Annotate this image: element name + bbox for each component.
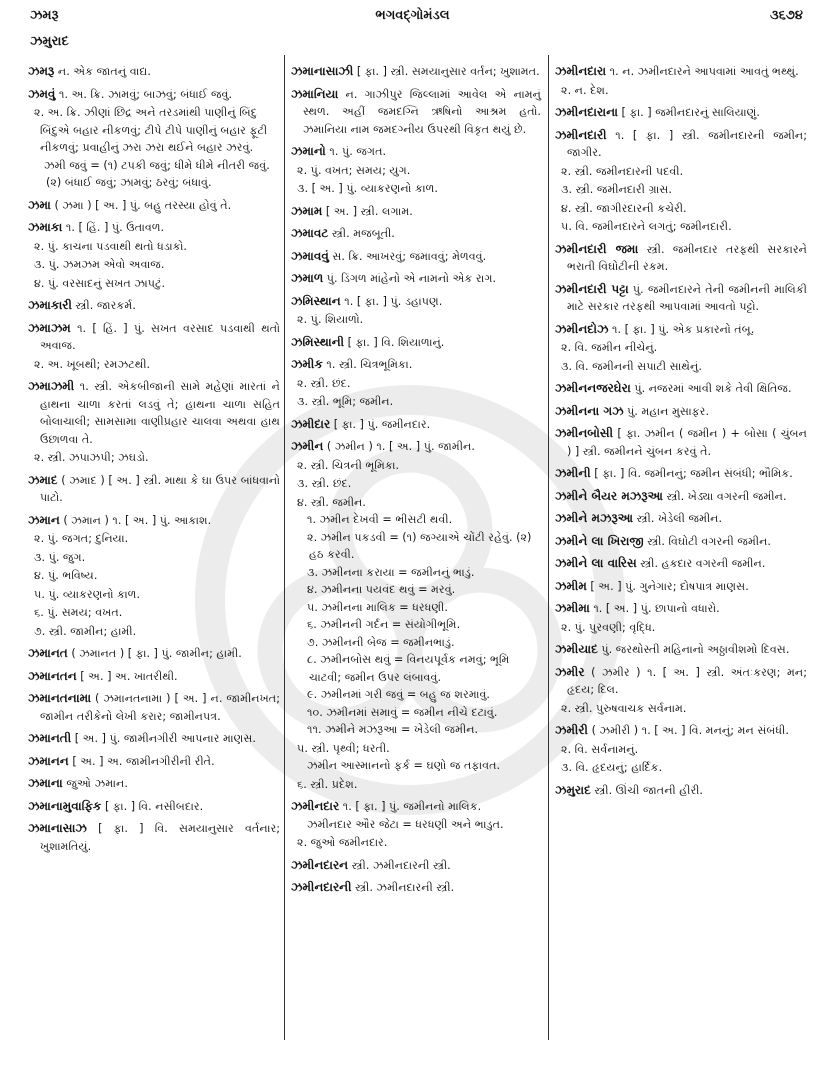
definition: [ ફા. ઝમીન ( જમીન ) + બોસા ( ચુંબન ) ] સ્ત્રી. જમીનને ચુંબન કરવું તે.: [567, 427, 807, 458]
dictionary-entry: [28, 219, 280, 237]
dictionary-entry: [28, 512, 280, 530]
definition: ૧. પું. જગત.: [329, 145, 387, 158]
sense-line: ૨. સ્ત્રી. પુરુષવાચક સર્વનામ.: [561, 701, 687, 715]
definition: ( ઝમાદ ) [ અ. ] સ્ત્રી. માથા કે ઘા ઉપર બાંધવાનો પાટો.: [40, 473, 281, 504]
sense-line: ૨. અ. ક્રિ. ઝીણાં છિદ્ર અને તરડમાંથી પાણીનું બિંદુ બિંદુએ બહાર નીકળવું; ટીપે ટીપે પાણીનું બહાર ફૂટી નીકળવું; પ્રવાહીનું ઝરા ઝરા થઈને બહાર ઝરવું.: [34, 106, 268, 154]
headword: ઝમીનદારની: [291, 880, 352, 894]
sense-line: ૩. [ અ. ] પું. વ્યાકરણનો કાળ.: [297, 182, 438, 195]
definition: પું. નજરમાં આવી શકે તેવી ક્ષિતિજ.: [634, 382, 792, 395]
definition: સ્ત્રી. ખેડેલી જમીન.: [636, 512, 723, 525]
definition: [ ફા. ] જમીનદારનું સાલિયાણું.: [621, 106, 760, 119]
idiom-line: ઝમી જવું = (૧) ટપકી જવું; ધીમે ધીમે નીતરી જવું. (૨) બંધાઈ જવું; ઝામવું; ઠરવું; બંધાવું.: [44, 158, 270, 189]
headword: ઝમીદાર: [291, 416, 331, 431]
headword: ઝમીની: [555, 466, 591, 480]
definition: ૧. સ્ત્રી. એકબીજાની સામે મહેણાં મારતાં ને હાથના ચાળા કરતાં લડવું તે; હાથના ચાળા સહિત બોલાચાલી; સામસામા વાણીપ્રહાર ચાલવા અથવા હાથ ઉછાળવા તે.: [40, 380, 280, 446]
dictionary-entry: [555, 722, 807, 740]
headword: ઝમુરાદ: [555, 782, 591, 797]
definition: ૧. [ ફા. ] પું. જમીનનો માલિક.: [342, 800, 482, 813]
headword: ઝમાનો: [291, 144, 326, 158]
definition: [ ફા. ] સ્ત્રી. સમયાનુસાર વર્તન; ખુશામત.: [356, 65, 540, 78]
headword: ઝમીને બૈયર મઝરૂઆ: [555, 488, 663, 503]
definition: સ્ત્રી. મજબૂતી.: [331, 227, 395, 240]
dictionary-entry: [555, 104, 807, 122]
dictionary-entry: [28, 730, 280, 748]
definition: સ્ત્રી. ઊંચી જાતની હીરી.: [594, 783, 703, 797]
sense-line: ૩. પું. ઝમઝમ એવો અવાજ.: [34, 258, 165, 271]
headword: ઝમાળ: [291, 271, 324, 285]
dictionary-entry: [555, 281, 807, 316]
definition: ૧. [ હિં. ] પું. સખત વરસાદ પડવાથી થતો અવાજ.: [40, 321, 281, 352]
sense-line: ૩. વિ. હૃદયનું; હાર્દિક.: [561, 761, 663, 774]
sense-line: ૩. પું. જુગ.: [34, 550, 86, 564]
dictionary-entry: [291, 63, 541, 81]
dictionary-entry: [555, 488, 807, 506]
sense-line: ૪. સ્ત્રી. જાગીરદારની કચેરી.: [561, 201, 687, 215]
definition: ૧. [ ફા. ] પું. એક પ્રકારનો તંબૂ.: [612, 322, 755, 336]
headword: ઝમીનનજરઘેરા: [555, 381, 631, 395]
definition: ન. એક જાતનું વાદ્ય.: [57, 65, 151, 78]
headword: ઝમાના: [28, 776, 63, 790]
headword: ઝમીર: [555, 664, 585, 679]
page-title: ભગવદ્ગોમંડલ: [375, 8, 450, 23]
idiom-line: ૧. ઝમીન દેખવી = ભીસટી થવી.: [307, 513, 453, 526]
definition: ૧. [ ફા. ] સ્ત્રી. જમીનદારની જમીન; જાગીર.: [567, 128, 807, 159]
headword: ઝમા: [28, 197, 51, 212]
column-divider: [548, 55, 549, 1040]
definition: [ ફા. ] વિ. સમયાનુસાર વર્તનાર; ખુશામતિયું.: [40, 822, 280, 853]
column-divider: [284, 55, 285, 1040]
sense-line: ૨. પું. પુરવણી; વૃદ્ધિ.: [561, 620, 656, 634]
headword: ઝમીનના ગઝ: [555, 403, 624, 418]
headword: ઝમીનદારી જમા: [555, 241, 639, 256]
definition: [ ફા. ] વિ. નસીબદાર.: [104, 799, 204, 813]
idiom-line: ૭. ઝમીનની બેજ = જમીનભાડું.: [307, 635, 455, 649]
definition: ૧. ન. ઝમીનદારને આપવામાં આવતું ભથ્થું.: [609, 65, 799, 78]
dictionary-entry: [28, 690, 280, 725]
column-1: [28, 58, 280, 855]
definition: [ અ. ] સ્ત્રી. લગામ.: [325, 204, 413, 218]
headword: ઝમીમા: [555, 601, 590, 615]
dictionary-entry: [291, 225, 541, 243]
headword: ઝમીન: [291, 439, 324, 453]
idiom-line: ૧૦. ઝમીનમાં સમાવું = જમીન નીચે દટાવું.: [307, 705, 498, 719]
headword: ઝમાનત: [28, 646, 68, 660]
dictionary-entry: [555, 241, 807, 276]
headword: ઝમીનદાર: [291, 799, 340, 813]
headword: ઝમીયાદ: [555, 642, 598, 656]
sense-line: ૨. પું. જગત; દુનિયા.: [34, 532, 129, 545]
definition: ૧. સ્ત્રી. ચિત્રભૂમિકા.: [326, 358, 413, 371]
headword: ઝમાનિયા: [291, 86, 339, 101]
sense-line: ૨. પું. શિયાળો.: [297, 313, 364, 326]
dictionary-entry: [555, 127, 807, 162]
idiom-line: ૫. ઝમીનના માલિક = ધરધણી.: [307, 600, 448, 614]
headword: ઝમીક: [291, 357, 323, 371]
definition: [ ફા. ] પું. જમીનદાર.: [333, 417, 431, 431]
definition: ( ઝમા ) [ અ. ] પું. બહુ તરસ્યા હોવું તે.: [54, 198, 232, 212]
headword: ઝમીમ: [555, 578, 587, 593]
headword: ઝમીનદોઝ: [555, 321, 609, 336]
sense-line: ૪. પું. વરસાદનું સખત ઝાપટું.: [34, 276, 166, 290]
dictionary-entry: [28, 820, 280, 855]
sense-line: ૨. ન. દેશ.: [561, 83, 609, 97]
definition: ( ઝમાનતનામા ) [ અ. ] ન. જામીનખત; જામીન તરીકેનો લેખી કરાર; જામીનપત્ર.: [40, 692, 280, 723]
dictionary-entry: [555, 533, 807, 551]
definition: પું. મહાન મુસાફર.: [627, 404, 710, 418]
definition: પું. જરથોસ્તી મહિનાનો અઠ્ઠાવીશમો દિવસ.: [601, 643, 790, 656]
headword: ઝમાકારી: [28, 298, 72, 312]
sense-line: ૪. સ્ત્રી. જમીન.: [297, 495, 366, 509]
sense-line: ૨. સ્ત્રી. છંદ.: [297, 376, 351, 390]
headword: ઝમાનામુવાફિક: [28, 798, 102, 813]
headword: ઝમીનદારાના: [555, 105, 618, 119]
headword: ઝમવું: [28, 86, 56, 101]
definition: ( ઝમીન ) ૧. [ અ. ] પું. જામીન.: [326, 440, 475, 453]
dictionary-entry: [291, 356, 541, 374]
definition: ૧. [ હિં. ] પું. ઉતાવળ.: [65, 221, 165, 234]
headword: ઝમરૂ: [28, 64, 55, 78]
column-3: [555, 58, 807, 799]
definition: ન. ગાઝીપુર જિલ્લામાં આવેલ એ નામનું સ્થળ. અહીં જમદગ્નિ ઋષિનો આશ્રમ હતો. ઝમાનિયા નામ જમદગ્નીય ઉપરથી વિકૃત થયું છે.: [303, 87, 541, 136]
dictionary-entry: [555, 600, 807, 618]
dictionary-entry: [28, 775, 280, 793]
dictionary-entry: [291, 270, 541, 288]
definition: [ અ. ] અ. જામીનગીરીની રીતે.: [72, 754, 215, 768]
sense-line: ૫. વિ. જમીનદારને લગતું; જમીનદારી.: [561, 220, 732, 233]
definition: પું. જમીનદારને તેની જમીનની માલિકી માટે સરકાર તરફથી આપવામાં આવતો પટ્ટો.: [567, 282, 807, 313]
headword: ઝમાન: [28, 512, 60, 527]
sense-line: ૩. વિ. જમીનની સપાટી સાથેનું.: [561, 359, 702, 373]
definition: [ ફા. ] વિ. જમીનનું; જમીન સંબંધી; ભૌમિક.: [594, 467, 793, 480]
idiom-line: ૨. ઝમીન પકડવી = (૧) જગ્યાએ ચોંટી રહેવું. (૨) હઠ કરવી.: [307, 530, 532, 561]
dictionary-entry: [28, 645, 280, 663]
guide-word-last: ઝમુરાદ: [30, 34, 69, 49]
idiom-line: ૮. ઝમીનબોસ થવું = વિનયપૂર્વક નમવું; ભૂમિ ચાટવી; જમીન ઉપર લંબાવવું.: [307, 653, 510, 684]
definition: ૧. [ અ. ] પું. છાપાનો વધારો.: [593, 602, 720, 615]
dictionary-entry: [555, 63, 807, 81]
dictionary-entry: [555, 380, 807, 398]
headword: ઝમીનદારી પટ્ટા: [555, 281, 629, 296]
definition: સ્ત્રી. ઝમીનદારની સ્ત્રી.: [355, 881, 455, 894]
sense-line: ૨. પું. વખત; સમય; યુગ.: [297, 163, 411, 177]
dictionary-entry: [555, 578, 807, 596]
idiom-line: ૬. ઝમીનની ગર્દન = સંયોગીભૂમિ.: [307, 618, 461, 631]
dictionary-entry: [291, 334, 541, 352]
dictionary-entry: [291, 293, 541, 311]
column-2: [291, 58, 541, 897]
dictionary-entry: [291, 203, 541, 221]
headword: ઝમીરી: [555, 723, 588, 737]
headword: ઝમીને લા વારિસ: [555, 556, 637, 570]
headword: ઝમાવવું: [291, 248, 329, 263]
definition: સ્ત્રી. ઝમીનદારની સ્ત્રી.: [351, 858, 451, 872]
dictionary-entry: [291, 798, 541, 816]
definition: ( ઝમીર ) ૧. [ અ. ] સ્ત્રી. અંતઃકરણ; મન; હૃદય; દિલ.: [567, 665, 807, 696]
sense-line: ૬. પું. સમય; વખત.: [34, 606, 123, 619]
sense-line: ૨. સ્ત્રી. ચિત્રની ભૂમિકા.: [297, 458, 400, 472]
headword: ઝમાનાસાઝી: [291, 64, 354, 78]
headword: ઝમાનાસાઝ: [28, 821, 87, 835]
headword: ઝમાવટ: [291, 226, 329, 240]
dictionary-entry: [555, 510, 807, 528]
definition: સ્ત્રી. હકદાર વગરની જમીન.: [640, 557, 766, 570]
headword: ઝમાઝમી: [28, 379, 75, 393]
dictionary-entry: [291, 416, 541, 434]
sense-line: ૭. સ્ત્રી. જામીન; હામી.: [34, 624, 137, 638]
dictionary-entry: [291, 143, 541, 161]
sense-line: ૩. સ્ત્રી. ભૂમિ; જમીન.: [297, 395, 394, 408]
idiom-line: ૧૧. ઝમીને મઝરૂઆ = ખેડેલી જમીન.: [307, 723, 479, 736]
dictionary-entry: [555, 555, 807, 573]
definition: ( ઝમાન ) ૧. [ અ. ] પું. આકાશ.: [63, 513, 212, 527]
dictionary-entry: [28, 197, 280, 215]
dictionary-entry: [291, 248, 541, 266]
sense-line: ૬. સ્ત્રી. પ્રદેશ.: [297, 777, 358, 791]
headword: ઝમાઝમ: [28, 320, 71, 335]
dictionary-entry: [28, 798, 280, 816]
sense-line: ૨. જુઓ જમીનદાર.: [297, 836, 388, 849]
dictionary-entry: [555, 782, 807, 800]
definition: સ્ત્રી. ખેડ્યા વગરની જમીન.: [666, 489, 787, 503]
headword: ઝમીને લા ખિરાજી: [555, 533, 644, 548]
dictionary-entry: [28, 472, 280, 507]
headword: ઝમીનબોસી: [555, 426, 614, 440]
sense-line: ૨. પું. કાચના પડવાથી થતો ધડાકો.: [34, 239, 187, 253]
sense-line: ૨. વિ. સર્વનામનું.: [561, 742, 639, 756]
definition: [ અ. ] પું. જામીનગીરી આપનાર માણસ.: [74, 732, 256, 745]
sense-line: ૫. પું. વ્યાકરણનો કાળ.: [34, 587, 141, 601]
sense-line: ૫. સ્ત્રી. પૃથ્વી; ધરતી.: [297, 741, 390, 755]
definition: સ્ત્રી. જમીનદાર તરફથી સરકારને ભરાતી વિઘોટીની રકમ.: [567, 242, 807, 273]
definition: ( ઝમીરી ) ૧. [ અ. ] વિ. મનનું; મન સંબંધી.: [591, 724, 789, 737]
sense-line: ૨. વિ. જમીન નીચેનું.: [561, 341, 658, 354]
headword: ઝમાદ: [28, 472, 58, 487]
guide-word-first: ઝમરૂ: [30, 8, 59, 23]
definition: સ્ત્રી. વિઘોટી વગરની જમીન.: [647, 534, 771, 548]
headword: ઝમાકા: [28, 220, 63, 234]
sense-line: ૨. અ. ખૂબથી; રમઝટથી.: [34, 357, 151, 371]
headword: ઝમીનદારી: [555, 127, 607, 142]
headword: ઝમાનન: [28, 753, 69, 768]
dictionary-entry: [28, 668, 280, 686]
sense-line: ૨. સ્ત્રી. ઝપાઝપી; ઝઘડો.: [34, 451, 149, 464]
sense-line: ૨. સ્ત્રી. જમીનદારની પદવી.: [561, 164, 684, 178]
dictionary-entry: [28, 86, 280, 104]
idiom-line: ૩. ઝમીનના કરાયા = જમીનનું ભાડું.: [307, 565, 475, 579]
idiom-line: ઝમીન આસ્માનનો ફર્ક = ઘણો જ તફાવત.: [307, 759, 501, 772]
definition: સ્ત્રી. જારકર્મ.: [75, 299, 136, 312]
headword: ઝમામ: [291, 203, 323, 218]
dictionary-entry: [555, 465, 807, 483]
dictionary-entry: [28, 320, 280, 355]
headword: ઝમાનતી: [28, 731, 72, 745]
idiom-line: ઝમીનદાર ઔર જેટા = ધરધણી અને ભાડુત.: [307, 817, 504, 831]
dictionary-entry: [28, 63, 280, 81]
dictionary-entry: [291, 857, 541, 875]
definition: [ અ. ] પું. ગુનેગાર; દોષપાત્ર માણસ.: [590, 579, 749, 593]
headword: ઝમીનદારા: [555, 64, 607, 78]
definition: ૧. [ ફા. ] પું. ડહાપણ.: [344, 294, 443, 308]
headword: ઝમાનતનામા: [28, 691, 92, 705]
dictionary-entry: [555, 403, 807, 421]
definition: [ ફા. ] વિ. શિયાળાનું.: [347, 335, 445, 349]
definition: પું. ડિંગળ માંહેનો એ નામનો એક રાગ.: [326, 272, 497, 285]
headword: ઝમિસ્થાની: [291, 334, 345, 349]
definition: ૧. અ. ક્રિ. ઝામવું; બાઝવું; બંધાઈ જવું.: [58, 87, 233, 101]
dictionary-entry: [555, 425, 807, 460]
definition: ( ઝમાનત ) [ ફા. ] પું. જામીન; હામી.: [71, 647, 242, 660]
sense-line: ૩. સ્ત્રી. જમીનદારી ગ્રાસ.: [561, 183, 672, 196]
sense-line: ૩. સ્ત્રી. છંદ.: [297, 477, 352, 490]
dictionary-entry: [555, 664, 807, 699]
dictionary-entry: [555, 641, 807, 659]
dictionary-entry: [28, 753, 280, 771]
sense-line: ૪. પું. ભવિષ્ય.: [34, 569, 98, 582]
dictionary-entry: [291, 86, 541, 139]
dictionary-entry: [555, 321, 807, 339]
definition: જુઓ ઝમાન.: [66, 777, 128, 790]
headword: ઝમીને મઝરૂઆ: [555, 511, 634, 525]
dictionary-entry: [28, 297, 280, 315]
idiom-line: ૯. ઝમીનમાં ગરી જવું = બહુ જ શરમાવું.: [307, 688, 490, 701]
idiom-line: ૪. ઝમીનના પયવંદ થવું = મરવું.: [307, 583, 456, 596]
headword: ઝમીનદારન: [291, 857, 349, 872]
headword: ઝમિસ્થાન: [291, 293, 341, 308]
page-number: ૩૬૭૪: [769, 8, 803, 23]
definition: સ. ક્રિ. આખરવું; જમાવવું; મેળવવું.: [332, 249, 487, 263]
definition: [ અ. ] અ. ખાતરીથી.: [80, 669, 178, 683]
headword: ઝમાનતન: [28, 668, 77, 683]
dictionary-entry: [28, 378, 280, 448]
dictionary-entry: [291, 438, 541, 456]
dictionary-entry: [291, 879, 541, 897]
